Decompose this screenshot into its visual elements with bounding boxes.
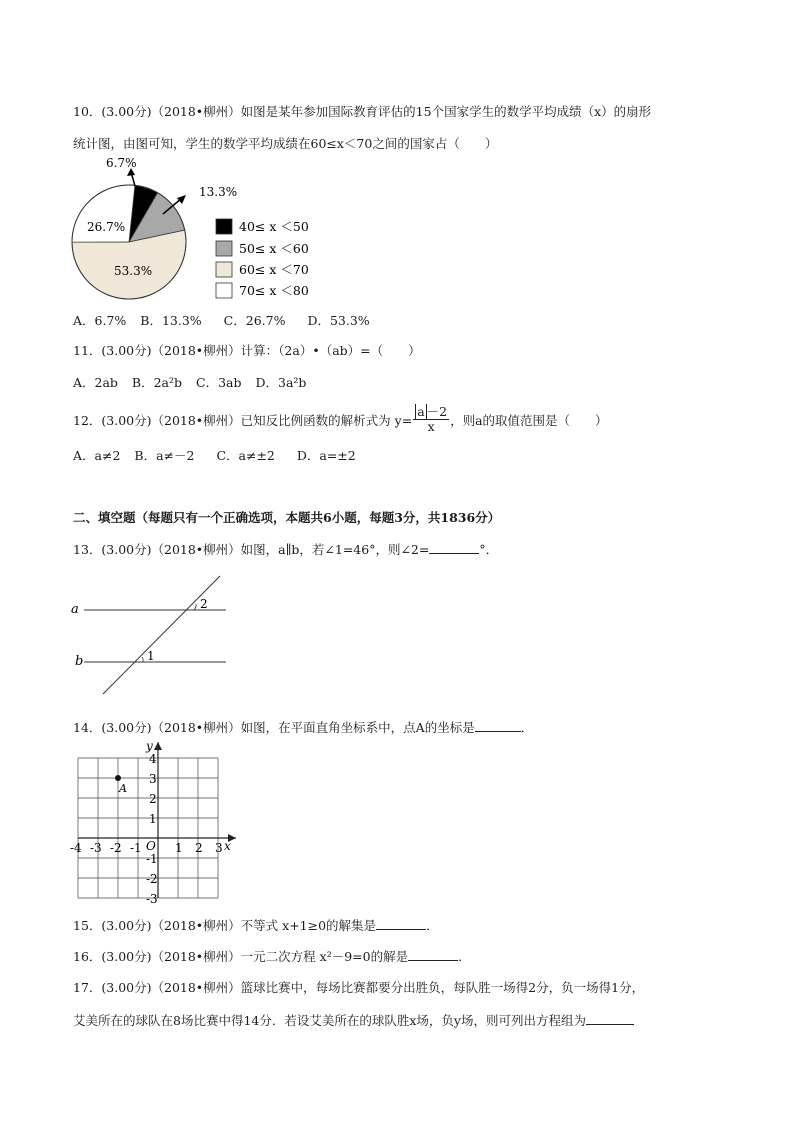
q10-option-b[interactable]: B．13.3% xyxy=(140,313,202,328)
y-axis-label: y xyxy=(146,739,153,753)
q17-line1: 17．(3.00分)（2018•柳州）篮球比赛中，每场比赛都要分出胜负，每队胜一场得2分，负一场得1分， xyxy=(73,980,645,995)
q12-numerator xyxy=(413,405,449,420)
y-tick-label: 1 xyxy=(149,812,157,826)
q15-text xyxy=(73,917,439,934)
slice-label-13-3: 13.3% xyxy=(199,185,238,199)
q15-after: ． xyxy=(426,918,439,933)
q12-text xyxy=(73,405,608,437)
q10-options xyxy=(73,313,380,329)
q12-option-a[interactable]: A．a≠2 xyxy=(73,448,121,463)
q10-option-d[interactable]: D．53.3% xyxy=(307,313,370,328)
q10-option-a[interactable]: A．6.7% xyxy=(73,313,127,328)
q11-option-b[interactable]: B．2a²b xyxy=(131,375,183,390)
q12-option-b[interactable]: B．a≠－2 xyxy=(134,448,195,463)
angle-2-arc xyxy=(194,604,196,610)
q16-text xyxy=(73,948,471,965)
pie-slices xyxy=(72,185,186,299)
q15-prompt: 15．(3.00分)（2018•柳州）不等式 x+1≥0的解集是 xyxy=(73,918,377,933)
pie-chart xyxy=(66,152,326,304)
label-b: b xyxy=(75,654,84,669)
angle-1-arc xyxy=(142,657,143,662)
q13-after: °． xyxy=(479,542,499,557)
legend-label-50-60: 50≤ x ＜60 xyxy=(239,241,309,256)
q11-text: 11．(3.00分)（2018•柳州）计算：（2a）•（ab）=（ ） xyxy=(73,343,421,358)
label-angle-2: 2 xyxy=(200,597,208,611)
q17-answer-blank[interactable] xyxy=(586,1012,634,1025)
q12-suffix: ，则a的取值范围是（ ） xyxy=(450,413,608,428)
q13-text xyxy=(73,541,498,558)
x-tick-label: -1 xyxy=(130,841,142,855)
y-tick-label: 4 xyxy=(149,752,157,766)
q11-option-c[interactable]: C．3ab xyxy=(196,375,242,390)
q13-answer-blank[interactable] xyxy=(429,541,479,554)
q12-option-d[interactable]: D．a=±2 xyxy=(296,448,356,463)
x-tick-label: 1 xyxy=(175,841,183,855)
label-a: a xyxy=(71,602,79,617)
y-axis-arrow xyxy=(154,742,162,750)
x-axis-label: x xyxy=(224,839,231,853)
q13-prompt: 13．(3.00分)（2018•柳州）如图，a∥b，若∠1=46°，则∠2= xyxy=(73,542,430,557)
pie-legend xyxy=(216,219,309,298)
slice-label-26-7: 26.7% xyxy=(87,220,126,234)
q17-prompt: 艾美所在的球队在8场比赛中得14分．若设艾美所在的球队胜x场，负y场，则可列出方程组为 xyxy=(73,1013,586,1028)
q15-answer-blank[interactable] xyxy=(376,917,426,930)
q12-option-c[interactable]: C．a≠±2 xyxy=(216,448,275,463)
q16-prompt: 16．(3.00分)（2018•柳州）一元二次方程 x²－9=0的解是 xyxy=(73,949,409,964)
y-tick-label: -1 xyxy=(146,852,158,866)
x-tick-label: -3 xyxy=(90,841,102,855)
q11-options xyxy=(73,375,316,391)
q12-num-rest: －2 xyxy=(426,404,448,419)
x-tick-label: 2 xyxy=(195,841,203,855)
y-tick-label: 3 xyxy=(149,772,157,786)
q10-line1: 10．(3.00分)（2018•柳州）如图是某年参加国际教育评估的15个国家学生的数学平均成绩（x）的扇形 xyxy=(73,104,652,119)
q16-answer-blank[interactable] xyxy=(408,948,458,961)
transversal xyxy=(103,576,220,694)
q17-line2 xyxy=(73,1012,634,1029)
point-a xyxy=(115,775,121,781)
legend-swatch-60-70 xyxy=(216,262,232,277)
q12-abs-a: a xyxy=(417,404,425,419)
legend-label-60-70: 60≤ x ＜70 xyxy=(239,262,309,277)
q11-option-a[interactable]: A．2ab xyxy=(73,375,118,390)
legend-swatch-50-60 xyxy=(216,241,232,256)
q16-after: ． xyxy=(458,949,471,964)
legend-label-70-80: 70≤ x ＜80 xyxy=(239,283,309,298)
slice-label-6-7: 6.7% xyxy=(106,156,137,170)
x-tick-label: 3 xyxy=(215,841,223,855)
section-2-heading: 二、填空题（每题只有一个正确选项，本题共6小题，每题3分，共1836分） xyxy=(73,510,501,525)
q12-denominator: x xyxy=(427,419,435,434)
x-tick-label: -4 xyxy=(70,841,82,855)
q14-answer-blank[interactable] xyxy=(475,719,521,732)
q11-option-d[interactable]: D．3a²b xyxy=(255,375,307,390)
slice-label-53-3: 53.3% xyxy=(114,264,153,278)
q12-options xyxy=(73,448,366,464)
legend-swatch-70-80 xyxy=(216,283,232,298)
legend-swatch-40-50 xyxy=(216,219,232,234)
q14-coordinate-grid-figure xyxy=(68,738,248,904)
q12-prefix: 12．(3.00分)（2018•柳州）已知反比例函数的解析式为 y= xyxy=(73,413,413,428)
q13-parallel-lines-figure xyxy=(66,572,236,698)
q14-after: ． xyxy=(520,720,534,735)
q14-text xyxy=(73,719,533,736)
label-angle-1: 1 xyxy=(147,649,155,663)
q10-option-c[interactable]: C．26.7% xyxy=(223,313,286,328)
origin-label: O xyxy=(146,839,156,853)
legend-label-40-50: 40≤ x ＜50 xyxy=(239,219,309,234)
y-tick-label: -3 xyxy=(146,892,158,904)
y-tick-labels xyxy=(146,752,158,904)
q14-prompt: 14．(3.00分)（2018•柳州）如图，在平面直角坐标系中，点A的坐标是 xyxy=(73,720,475,735)
q10-line2: 统计图，由图可知，学生的数学平均成绩在60≤x＜70之间的国家占（ ） xyxy=(73,136,498,151)
q12-fraction xyxy=(413,405,449,434)
y-tick-label: -2 xyxy=(146,872,158,886)
arrow-head-13-3 xyxy=(177,195,186,204)
point-a-label: A xyxy=(119,782,127,795)
y-tick-label: 2 xyxy=(149,792,157,806)
x-tick-label: -2 xyxy=(110,841,122,855)
